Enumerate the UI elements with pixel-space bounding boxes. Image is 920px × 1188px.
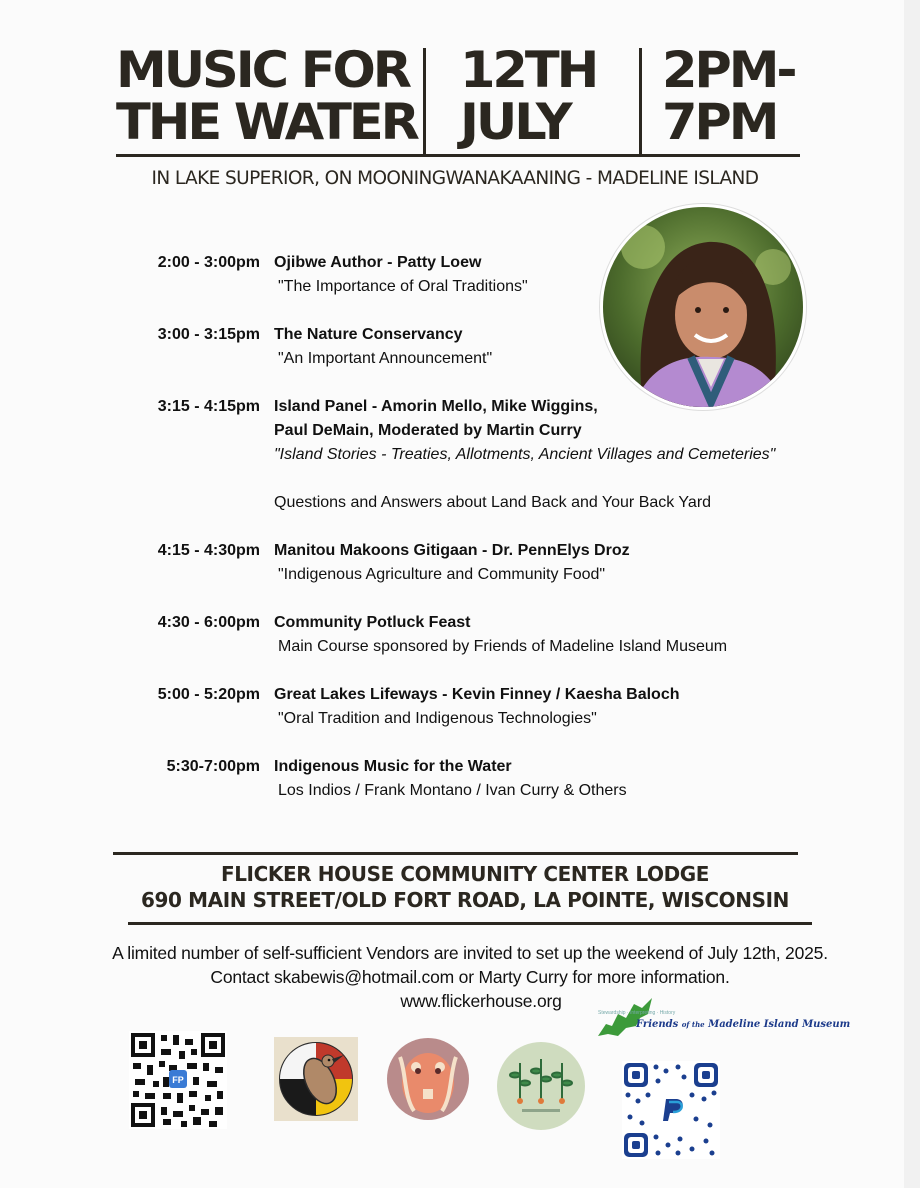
- schedule-title-continued: Paul DeMain, Moderated by Martin Curry: [274, 422, 582, 439]
- time-line-1: 2PM-: [662, 41, 795, 99]
- schedule-time: 2:00 - 3:00pm: [157, 254, 260, 271]
- schedule-time: 3:00 - 3:15pm: [157, 326, 260, 343]
- schedule-subtitle: "The Importance of Oral Traditions": [278, 278, 528, 295]
- venue-address: 690 MAIN STREET/OLD FORT ROAD, LA POINTE, WISCONSIN: [141, 888, 789, 912]
- title-line-2: THE WATER: [116, 93, 417, 151]
- venue-name: FLICKER HOUSE COMMUNITY CENTER LODGE: [220, 862, 710, 886]
- contact-info: Contact skabewis@hotmail.com or Marty Curry for more information.: [210, 967, 730, 987]
- paypal-qr-code[interactable]: [622, 1061, 720, 1164]
- schedule-title: Island Panel - Amorin Mello, Mike Wiggins,: [274, 398, 598, 415]
- venue-top-rule: [113, 852, 798, 855]
- qr-code-left[interactable]: [129, 1031, 227, 1134]
- schedule-time: 4:15 - 4:30pm: [157, 542, 260, 559]
- schedule-time: 3:15 - 4:15pm: [157, 398, 260, 415]
- schedule-subtitle: "Indigenous Agriculture and Community Food": [278, 566, 606, 583]
- schedule-subtitle: "Oral Tradition and Indigenous Technologies": [278, 710, 597, 727]
- header-divider: [423, 48, 426, 154]
- schedule-title: Indigenous Music for the Water: [274, 758, 512, 775]
- venue-bottom-rule: [128, 922, 812, 925]
- speaker-photo: [603, 207, 803, 407]
- header-underline: [116, 154, 800, 157]
- schedule-title: Manitou Makoons Gitigaan - Dr. PennElys Droz: [274, 542, 630, 559]
- schedule-subtitle: "An Important Announcement": [278, 350, 493, 367]
- schedule-time: 5:00 - 5:20pm: [157, 686, 260, 703]
- schedule-subtitle: Los Indios / Frank Montano / Ivan Curry & Others: [278, 782, 627, 799]
- vendor-invite: A limited number of self-sufficient Vendors are invited to set up the weekend of July 12th, 2025.: [112, 943, 828, 963]
- schedule-time: 4:30 - 6:00pm: [157, 614, 260, 631]
- date-line-2: JULY: [460, 93, 570, 151]
- date-line-1: 12TH: [460, 41, 597, 99]
- schedule-time: 5:30-7:00pm: [166, 758, 260, 775]
- event-title: [116, 41, 417, 151]
- event-time: [662, 41, 795, 151]
- event-date: [460, 41, 597, 151]
- schedule-title: Ojibwe Author - Patty Loew: [274, 254, 482, 271]
- friends-small-print: Stewardship · Interpreting · History: [598, 1010, 676, 1016]
- qr-badge-label: FP: [172, 1075, 184, 1085]
- garden-logo: [496, 1041, 586, 1136]
- schedule-title: The Nature Conservancy: [274, 326, 463, 343]
- schedule-subtitle: Main Course sponsored by Friends of Madeline Island Museum: [278, 638, 728, 655]
- friends-label: Friends: [636, 1019, 679, 1030]
- friends-of-label: of the: [681, 1020, 705, 1029]
- schedule-note: Questions and Answers about Land Back and Your Back Yard: [274, 494, 712, 511]
- friends-museum-wordmark: [636, 1019, 850, 1030]
- schedule-subtitle: "Island Stories - Treaties, Allotments, Ancient Villages and Cemeteries": [274, 446, 776, 463]
- flicker-bird-logo: [274, 1037, 358, 1126]
- title-line-1: MUSIC FOR: [116, 41, 409, 99]
- time-line-2: 7PM: [662, 93, 777, 151]
- website-link[interactable]: www.flickerhouse.org: [400, 991, 562, 1011]
- beaver-logo: [386, 1037, 470, 1126]
- schedule-title: Great Lakes Lifeways - Kevin Finney / Kaesha Baloch: [274, 686, 680, 703]
- header-divider: [639, 48, 642, 154]
- schedule-title: Community Potluck Feast: [274, 614, 471, 631]
- event-location: IN LAKE SUPERIOR, ON MOONINGWANAKAANING - MADELINE ISLAND: [151, 168, 759, 189]
- friends-museum-label: Madeline Island Museum: [708, 1019, 851, 1030]
